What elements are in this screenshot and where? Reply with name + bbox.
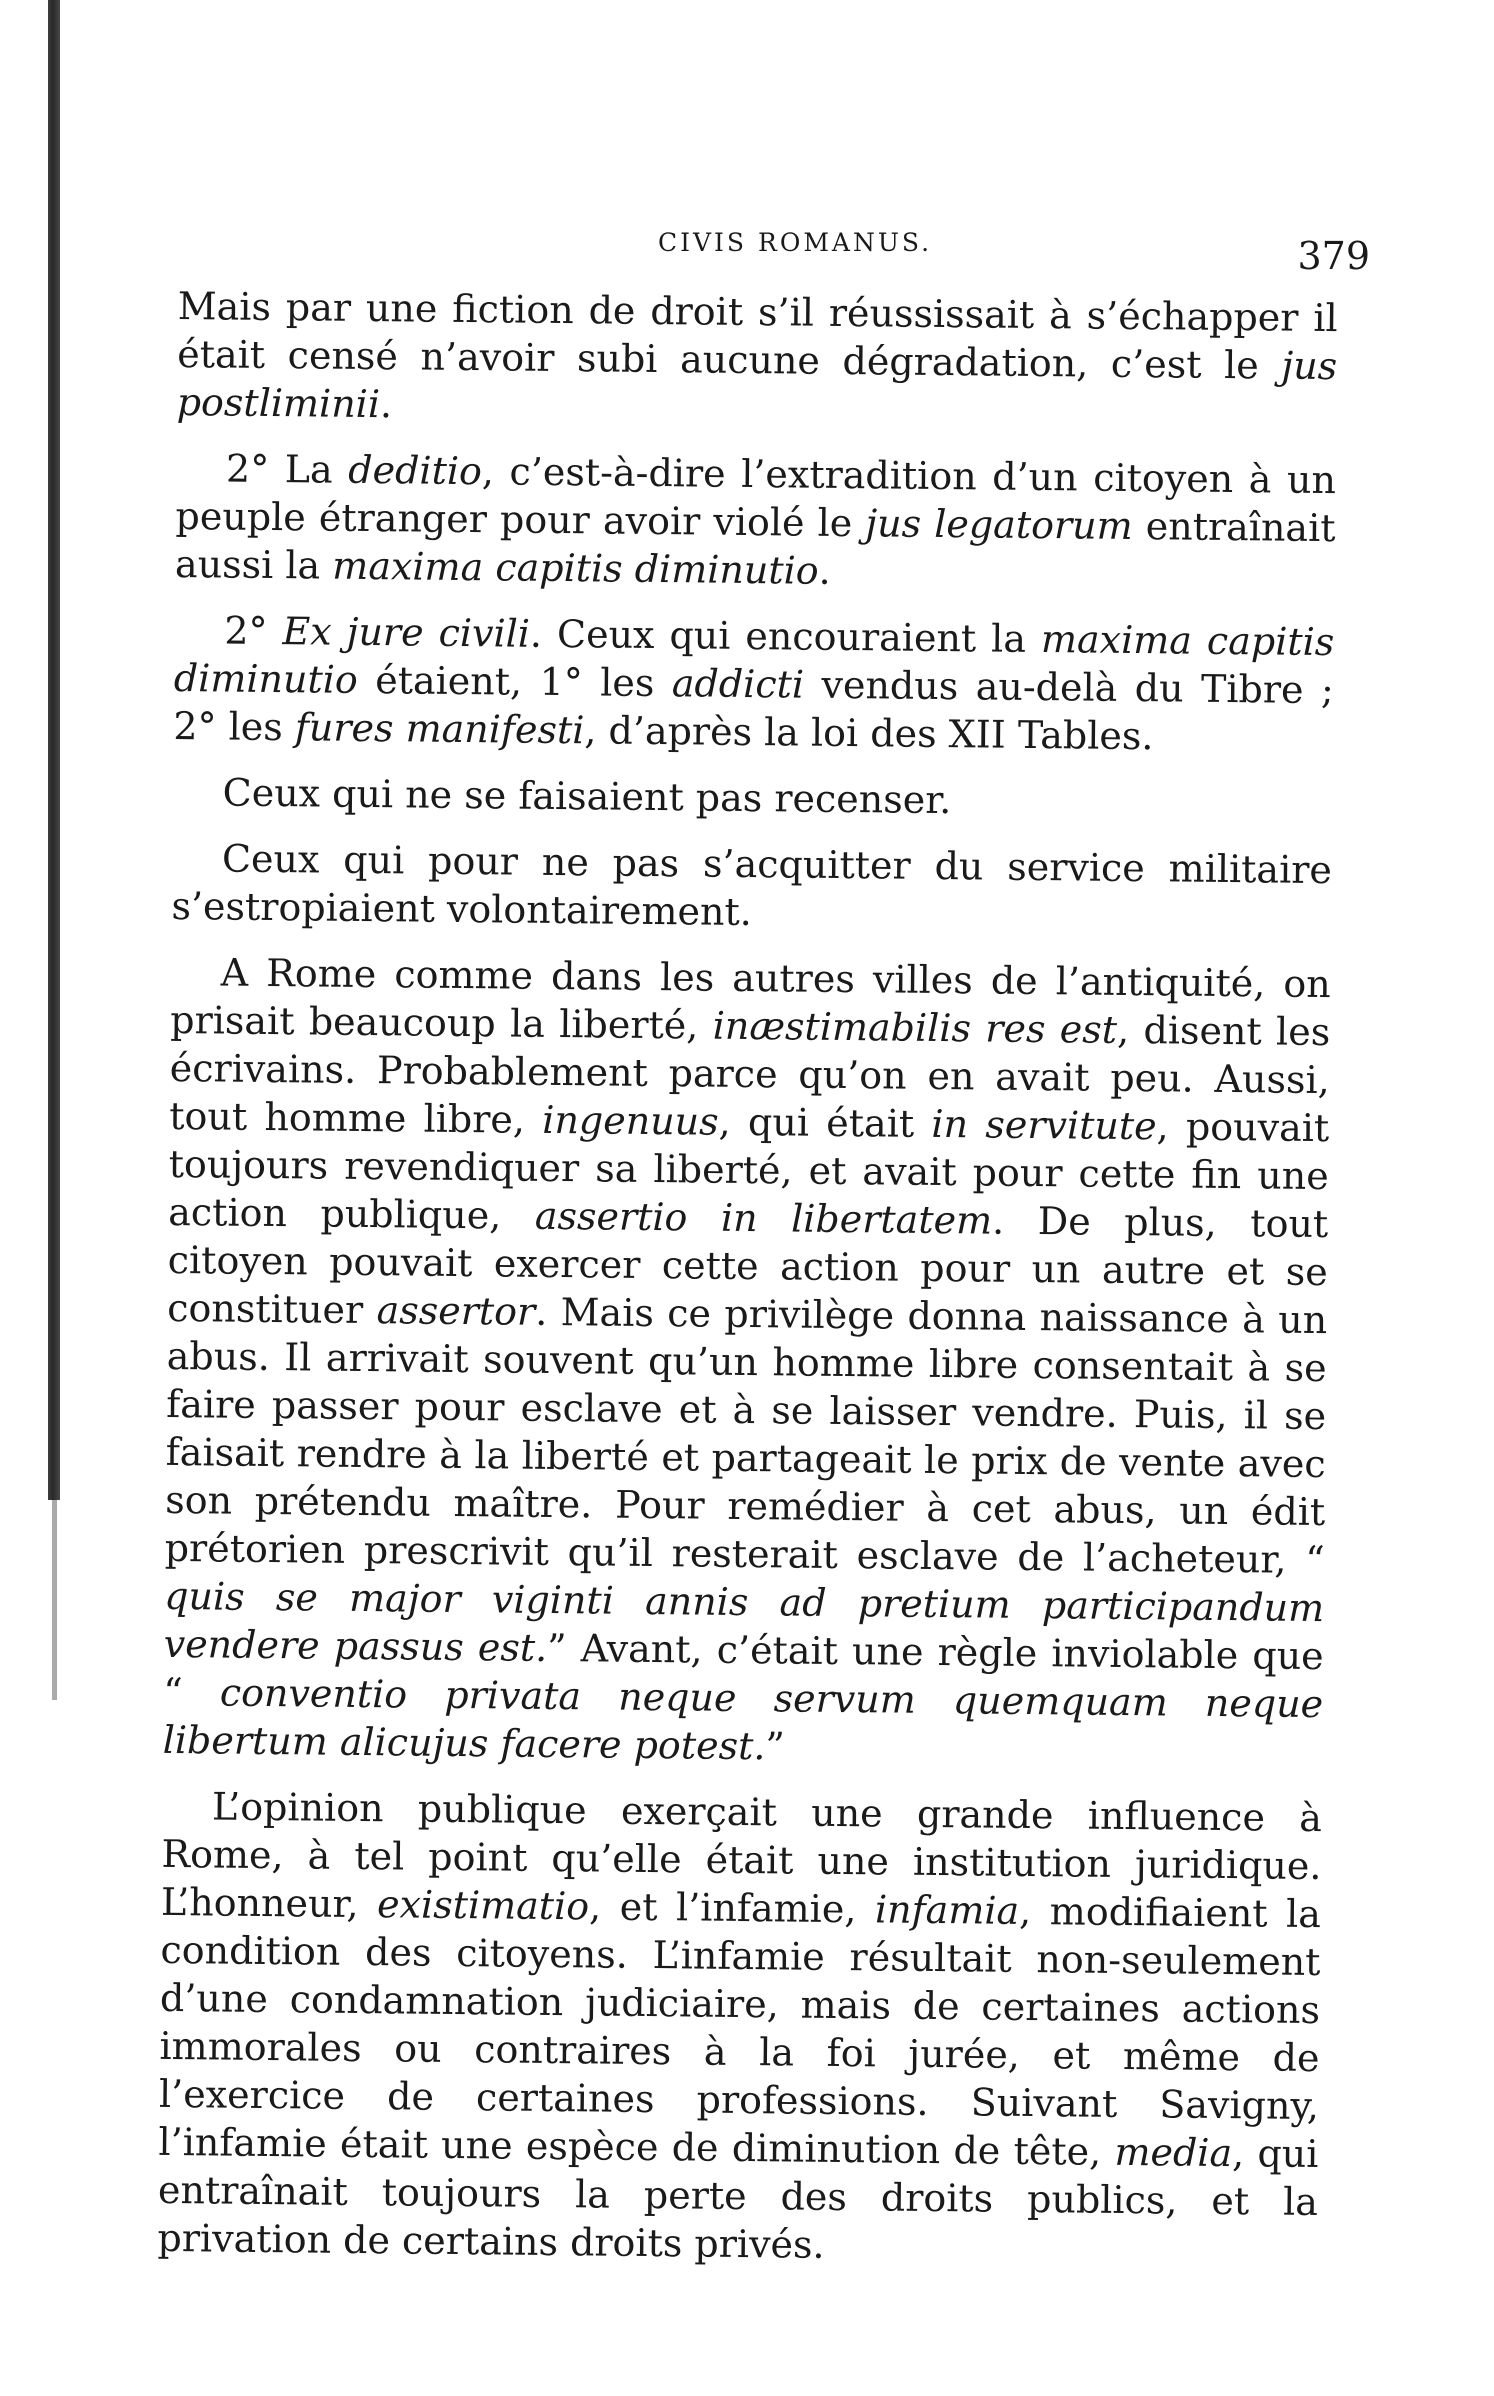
page-header	[190, 228, 1370, 288]
text-run: .	[818, 548, 831, 593]
italic-phrase: quis se major viginti annis ad pretium participandum vendere passus est.	[163, 1573, 1325, 1670]
text-run: . Ceux qui encouraient la	[529, 611, 1042, 662]
italic-phrase: in servitute	[931, 1101, 1157, 1149]
italic-phrase: ingenuus	[542, 1097, 719, 1144]
italic-phrase: existimatio	[376, 1882, 590, 1929]
paragraph	[162, 948, 1330, 1776]
italic-phrase: Ex jure civili	[282, 609, 531, 656]
text-run: L’opinion publique exerçait une grande influence à Rome, à tel point qu’elle était une institution juridique. L’honneur,	[160, 1784, 1323, 1927]
text-run: . Mais ce privilège donna naissance à un abus. Il arrivait souvent qu’un homme libre consentait à se faire passer pour esclave et à se laisser vendre. Puis, il se faisait rendre à la liberté et partageait le prix de vente avec son prétendu maître. Pour remédier à cet abus, un édit prétorien prescrivit qu’il resterait esclave de l’acheteur, “	[164, 1289, 1328, 1583]
running-title: CIVIS ROMANUS.	[658, 228, 933, 257]
text-run: étaient, 1° les	[357, 657, 673, 706]
italic-phrase: addicti	[671, 661, 805, 707]
italic-phrase: media	[1114, 2129, 1233, 2176]
text-run: .	[379, 382, 393, 427]
book-spine-shadow	[48, 0, 60, 1500]
text-run: , modifiaient la condition des citoyens. L’infamie résultait non-seulement d’une condamnation judiciaire, mais de certaines actions immorales ou contraires à la foi jurée, et même de l’exercice de certaines professions. Suivant Savigny, l’infamie était une espèce de diminution de tête,	[158, 1888, 1322, 2174]
text-run: , pouvait toujours revendiquer sa liberté, et avait pour cette fin une action publique,	[168, 1104, 1330, 1238]
italic-phrase: maxima capitis diminutio	[332, 543, 819, 593]
body-text	[157, 282, 1338, 2292]
paragraph	[175, 444, 1336, 600]
italic-phrase: conventio privata neque servum quemquam neque libertum alicujus facere potest.	[162, 1670, 1324, 1769]
page-number: 379	[1297, 234, 1370, 278]
italic-phrase: infamia	[874, 1887, 1020, 1933]
paragraph	[172, 768, 1332, 828]
paragraph	[157, 1782, 1322, 2274]
text-run: , qui entraînait toujours la perte des droits publics, et la privation de certains droits privés.	[157, 2131, 1319, 2267]
text-run: ”	[765, 1724, 786, 1769]
paragraph	[171, 834, 1332, 942]
text-run: A Rome comme dans les autres villes de l’antiquité, on prisait beaucoup la liberté,	[170, 950, 1331, 1048]
paragraph	[173, 606, 1334, 762]
italic-phrase: jus legatorum	[865, 501, 1133, 549]
paragraph	[176, 282, 1337, 438]
text-run: vendus au-delà du Tibre ; 2° les	[173, 662, 1335, 750]
italic-phrase: jus postliminii	[176, 343, 1338, 427]
text-run: , c’est-à-dire l’extradition d’un citoyen à un peuple étranger pour avoir violé le	[175, 449, 1337, 546]
book-spine-shadow-tail	[52, 1500, 57, 1700]
text-run: Ceux qui pour ne pas s’acquitter du service militaire s’estropiaient volontairement.	[171, 836, 1333, 935]
text-run: 2° La	[225, 446, 349, 492]
text-run: 2°	[224, 608, 283, 654]
text-run: , qui était	[718, 1099, 932, 1146]
italic-phrase: assertio in libertatem	[534, 1193, 993, 1243]
italic-phrase: assertor	[376, 1288, 536, 1334]
italic-phrase: maxima capitis diminutio	[173, 617, 1335, 702]
text-run: ” Avant, c’était une règle inviolable que “	[163, 1625, 1324, 1715]
text-run: entraînait aussi la	[174, 504, 1336, 588]
text-run: Mais par une fiction de droit s’il réussissait à s’échapper il était censé n’avoir subi aucune dégradation, c’est le	[177, 283, 1338, 388]
italic-phrase: fures manifesti	[294, 705, 585, 753]
text-run: , disent les écrivains. Probablement parce qu’on en avait peu. Aussi, tout homme libre,	[169, 1007, 1331, 1142]
text-run: , et l’infamie,	[588, 1884, 876, 1932]
text-run: , d’après la loi des XII Tables.	[584, 708, 1154, 759]
text-run: . De plus, tout citoyen pouvait exercer cette action pour un autre et se constituer	[167, 1198, 1329, 1333]
text-run: Ceux qui ne se faisaient pas recenser.	[222, 770, 952, 823]
italic-phrase: deditio	[348, 447, 483, 494]
italic-phrase: inæstimabilis res est	[712, 1003, 1118, 1052]
